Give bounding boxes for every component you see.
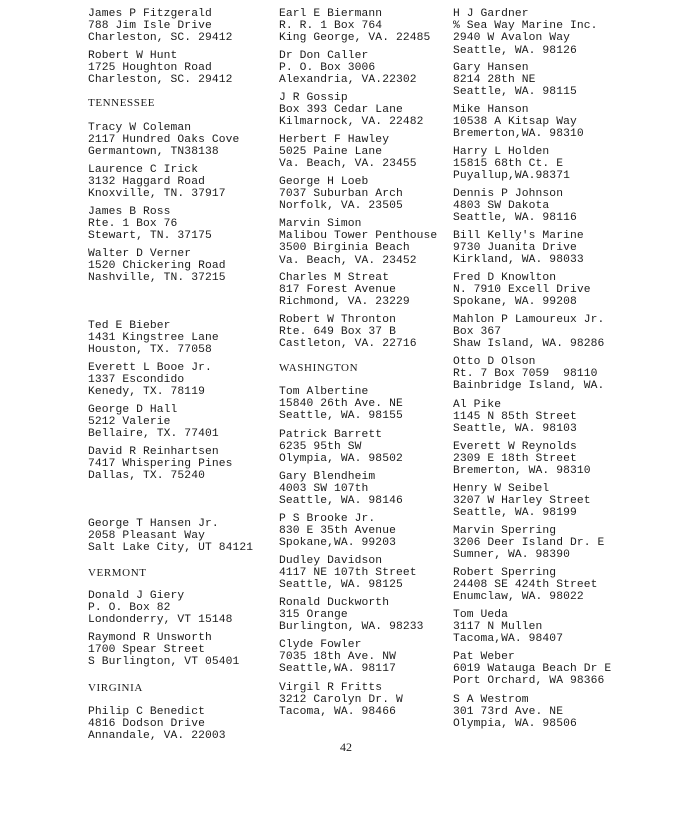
entry-address-line: 6235 95th SW — [279, 441, 362, 454]
entry-address-line: R. R. 1 Box 764 — [279, 20, 383, 33]
entry-address-line: Rte. 1 Box 76 — [88, 218, 178, 231]
address-entry — [453, 567, 597, 604]
entry-address-line: 1725 Houghton Road — [88, 62, 212, 75]
entry-address-line: 830 E 35th Avenue — [279, 525, 396, 538]
address-entry — [453, 188, 577, 225]
entry-name: Marvin Simon — [279, 218, 362, 230]
address-entry — [453, 609, 563, 646]
entry-address-line: 2309 E 18th Street — [453, 453, 577, 466]
entry-name: Philip C Benedict — [88, 706, 205, 718]
entry-address-line: 4117 NE 107th Street — [279, 567, 417, 580]
entry-name: David R Reinhartsen — [88, 446, 219, 458]
entry-address-line: 7417 Whispering Pines — [88, 458, 233, 471]
entry-address-line: Kirkland, WA. 98033 — [453, 254, 584, 267]
address-entry — [88, 122, 239, 159]
entry-name: Everett W Reynolds — [453, 441, 577, 453]
entry-name: Clyde Fowler — [279, 639, 362, 651]
address-entry — [88, 404, 219, 441]
entry-address-line: 1337 Escondido — [88, 374, 185, 387]
address-entry — [279, 597, 423, 634]
address-entry — [88, 248, 226, 285]
entry-address-line: Richmond, VA. 23229 — [279, 296, 410, 309]
entry-address-line: 3132 Haggard Road — [88, 176, 205, 189]
entry-name: Al Pike — [453, 399, 502, 411]
entry-name: Mike Hanson — [453, 104, 529, 116]
entry-name: Raymond R Unsworth — [88, 632, 212, 644]
entry-address-line: Seattle, WA. 98146 — [279, 495, 403, 508]
entry-address-line: Kenedy, TX. 78119 — [88, 386, 205, 399]
address-entry — [88, 632, 239, 669]
entry-address-line: Spokane, WA. 99208 — [453, 296, 577, 309]
address-entry — [453, 104, 584, 141]
entry-address-line: Shaw Island, WA. 98286 — [453, 338, 605, 351]
entry-name: Herbert F Hawley — [279, 134, 390, 146]
address-entry — [279, 314, 417, 351]
address-entry — [279, 218, 437, 267]
entry-address-line: Bremerton,WA. 98310 — [453, 128, 584, 141]
entry-address-line: 15815 68th Ct. E — [453, 158, 564, 171]
entry-name: Dr Don Caller — [279, 50, 369, 62]
entry-address-line: Rt. 7 Box 7059 98110 — [453, 368, 598, 381]
address-entry — [279, 471, 403, 508]
entry-name: George H Loeb — [279, 176, 369, 188]
entry-address-line: Norfolk, VA. 23505 — [279, 200, 403, 213]
entry-address-line: P. O. Box 3006 — [279, 62, 376, 75]
entry-address-line: Puyallup,WA.98371 — [453, 170, 570, 183]
entry-address-line: 4003 SW 107th — [279, 483, 369, 496]
entry-address-line: Va. Beach, VA. 23455 — [279, 158, 417, 171]
entry-address-line: Stewart, TN. 37175 — [88, 230, 212, 243]
entry-address-line: 2117 Hundred Oaks Cove — [88, 134, 240, 147]
entry-address-line: 24408 SE 424th Street — [453, 579, 598, 592]
entry-address-line: Port Orchard, WA 98366 — [453, 675, 605, 688]
entry-address-line: 5025 Paine Lane — [279, 146, 383, 159]
entry-name: George T Hansen Jr. — [88, 518, 219, 530]
entry-address-line: 3212 Carolyn Dr. W — [279, 694, 403, 707]
entry-address-line: Castleton, VA. 22716 — [279, 338, 417, 351]
entry-name: Fred D Knowlton — [453, 272, 557, 284]
address-entry — [453, 314, 604, 351]
address-entry — [453, 356, 604, 393]
entry-name: Robert Sperring — [453, 567, 557, 579]
address-entry — [279, 682, 403, 719]
address-entry — [279, 272, 410, 309]
entry-address-line: 6019 Watauga Beach Dr E — [453, 663, 612, 676]
entry-name: James P Fitzgerald — [88, 8, 212, 20]
entry-address-line: Annandale, VA. 22003 — [88, 730, 226, 743]
address-entry — [453, 441, 591, 478]
address-entry — [88, 8, 232, 45]
entry-address-line: Londonderry, VT 15148 — [88, 614, 233, 627]
entry-name: Patrick Barrett — [279, 429, 383, 441]
entry-address-line: Kilmarnock, VA. 22482 — [279, 116, 424, 129]
entry-address-line: Malibou Tower Penthouse — [279, 230, 438, 243]
entry-name: J R Gossip — [279, 92, 348, 104]
entry-address-line: P. O. Box 82 — [88, 602, 171, 615]
entry-name: Everett L Booe Jr. — [88, 362, 212, 374]
address-entry — [279, 176, 403, 213]
entry-name: H J Gardner — [453, 8, 529, 20]
state-heading: WASHINGTON — [279, 362, 359, 374]
entry-address-line: Seattle,WA. 98117 — [279, 663, 396, 676]
address-entry — [88, 164, 226, 201]
entry-address-line: 2940 W Avalon Way — [453, 32, 570, 45]
entry-address-line: Seattle, WA. 98126 — [453, 44, 577, 57]
entry-address-line: S Burlington, VT 05401 — [88, 656, 240, 669]
entry-address-line: Spokane,WA. 99203 — [279, 537, 396, 550]
entry-name: Tom Albertine — [279, 386, 369, 398]
state-heading: TENNESSEE — [88, 97, 156, 109]
entry-address-line: Olympia, WA. 98502 — [279, 453, 403, 466]
entry-address-line: 7035 18th Ave. NW — [279, 651, 396, 664]
entry-address-line: 7037 Suburban Arch — [279, 188, 403, 201]
address-entry — [88, 446, 232, 483]
entry-name: George D Hall — [88, 404, 178, 416]
entry-address-line: 4803 SW Dakota — [453, 200, 550, 213]
entry-name: Donald J Giery — [88, 590, 185, 602]
entry-address-line: 3207 W Harley Street — [453, 495, 591, 508]
entry-address-line: 10538 A Kitsap Way — [453, 116, 577, 129]
entry-name: Virgil R Fritts — [279, 682, 383, 694]
entry-name: Harry L Holden — [453, 146, 550, 158]
entry-address-line: Sumner, WA. 98390 — [453, 549, 570, 562]
entry-name: Tom Ueda — [453, 609, 509, 621]
entry-address-line: Nashville, TN. 37215 — [88, 272, 226, 285]
entry-name: S A Westrom — [453, 694, 529, 706]
entry-address-line: Charleston, SC. 29412 — [88, 74, 233, 87]
entry-name: Charles M Streat — [279, 272, 390, 284]
entry-address-line: 3500 Birginia Beach — [279, 242, 410, 255]
address-entry — [453, 399, 577, 436]
entry-address-line: Rte. 649 Box 37 B — [279, 326, 396, 339]
state-heading: VIRGINIA — [88, 682, 143, 694]
entry-address-line: Seattle, WA. 98125 — [279, 579, 403, 592]
entry-address-line: 315 Orange — [279, 609, 348, 622]
entry-address-line: Tacoma, WA. 98466 — [279, 706, 396, 719]
entry-address-line: Bremerton, WA. 98310 — [453, 465, 591, 478]
address-entry — [453, 694, 577, 731]
entry-name: Otto D Olson — [453, 356, 536, 368]
page-number: 42 — [340, 740, 352, 754]
entry-address-line: Dallas, TX. 75240 — [88, 470, 205, 483]
address-entry — [453, 525, 604, 562]
address-entry — [453, 146, 570, 183]
address-entry — [453, 272, 591, 309]
entry-address-line: Seattle, WA. 98116 — [453, 212, 577, 225]
entry-name: Dudley Davidson — [279, 555, 383, 567]
address-entry — [453, 62, 577, 99]
entry-name: Gary Hansen — [453, 62, 529, 74]
address-entry — [279, 134, 417, 171]
entry-address-line: 4816 Dodson Drive — [88, 718, 205, 731]
entry-name: Robert W Hunt — [88, 50, 178, 62]
entry-address-line: 8214 28th NE — [453, 74, 536, 87]
entry-name: James B Ross — [88, 206, 171, 218]
entry-address-line: 301 73rd Ave. NE — [453, 706, 564, 719]
entry-name: Robert W Thronton — [279, 314, 396, 326]
address-entry — [453, 8, 597, 57]
address-entry — [88, 590, 232, 627]
entry-name: Ted E Bieber — [88, 320, 171, 332]
entry-address-line: 1700 Spear Street — [88, 644, 205, 657]
entry-address-line: Enumclaw, WA. 98022 — [453, 591, 584, 604]
entry-name: Laurence C Irick — [88, 164, 199, 176]
address-entry — [279, 513, 396, 550]
entry-address-line: 1520 Chickering Road — [88, 260, 226, 273]
entry-address-line: Seattle, WA. 98115 — [453, 86, 577, 99]
entry-name: Bill Kelly's Marine — [453, 230, 584, 242]
address-entry — [88, 518, 253, 555]
address-entry — [279, 386, 403, 423]
address-entry — [88, 706, 226, 743]
entry-address-line: Box 393 Cedar Lane — [279, 104, 403, 117]
entry-name: Tracy W Coleman — [88, 122, 192, 134]
entry-address-line: Tacoma,WA. 98407 — [453, 633, 564, 646]
entry-address-line: 15840 26th Ave. NE — [279, 398, 403, 411]
entry-address-line: Salt Lake City, UT 84121 — [88, 542, 254, 555]
entry-name: P S Brooke Jr. — [279, 513, 376, 525]
address-entry — [279, 50, 417, 87]
entry-address-line: % Sea Way Marine Inc. — [453, 20, 598, 33]
address-entry — [279, 639, 396, 676]
entry-name: Gary Blendheim — [279, 471, 376, 483]
entry-address-line: Alexandria, VA.22302 — [279, 74, 417, 87]
entry-address-line: 1145 N 85th Street — [453, 411, 577, 424]
address-entry — [453, 230, 584, 267]
entry-address-line: 5212 Valerie — [88, 416, 171, 429]
address-entry — [453, 651, 611, 688]
entry-address-line: 9730 Juanita Drive — [453, 242, 577, 255]
entry-address-line: Knoxville, TN. 37917 — [88, 188, 226, 201]
entry-address-line: 788 Jim Isle Drive — [88, 20, 212, 33]
entry-address-line: Seattle, WA. 98103 — [453, 423, 577, 436]
entry-address-line: Germantown, TN38138 — [88, 146, 219, 159]
address-entry — [88, 320, 219, 357]
entry-address-line: 3206 Deer Island Dr. E — [453, 537, 605, 550]
entry-address-line: Va. Beach, VA. 23452 — [279, 254, 417, 267]
entry-name: Mahlon P Lamoureux Jr. — [453, 314, 605, 326]
address-entry — [279, 8, 430, 45]
entry-name: Dennis P Johnson — [453, 188, 564, 200]
entry-address-line: Seattle, WA. 98155 — [279, 410, 403, 423]
entry-name: Ronald Duckworth — [279, 597, 390, 609]
entry-address-line: 3117 N Mullen — [453, 621, 543, 634]
entry-address-line: 817 Forest Avenue — [279, 284, 396, 297]
entry-name: Marvin Sperring — [453, 525, 557, 537]
address-entry — [279, 92, 423, 129]
entry-address-line: Bainbridge Island, WA. — [453, 380, 605, 393]
entry-name: Pat Weber — [453, 651, 515, 663]
address-entry — [279, 429, 403, 466]
address-entry — [88, 206, 212, 243]
address-entry — [279, 555, 417, 592]
entry-address-line: N. 7910 Excell Drive — [453, 284, 591, 297]
entry-name: Earl E Biermann — [279, 8, 383, 20]
entry-address-line: 1431 Kingstree Lane — [88, 332, 219, 345]
entry-name: Henry W Seibel — [453, 483, 550, 495]
entry-address-line: Seattle, WA. 98199 — [453, 507, 577, 520]
entry-address-line: Charleston, SC. 29412 — [88, 32, 233, 45]
entry-address-line: 2058 Pleasant Way — [88, 530, 205, 543]
entry-address-line: Houston, TX. 77058 — [88, 344, 212, 357]
entry-address-line: King George, VA. 22485 — [279, 32, 431, 45]
entry-address-line: Box 367 — [453, 326, 502, 339]
address-entry — [453, 483, 591, 520]
address-entry — [88, 362, 212, 399]
address-entry — [88, 50, 232, 87]
state-heading: VERMONT — [88, 567, 147, 579]
entry-address-line: Burlington, WA. 98233 — [279, 621, 424, 634]
entry-address-line: Olympia, WA. 98506 — [453, 718, 577, 731]
entry-name: Walter D Verner — [88, 248, 192, 260]
entry-address-line: Bellaire, TX. 77401 — [88, 428, 219, 441]
